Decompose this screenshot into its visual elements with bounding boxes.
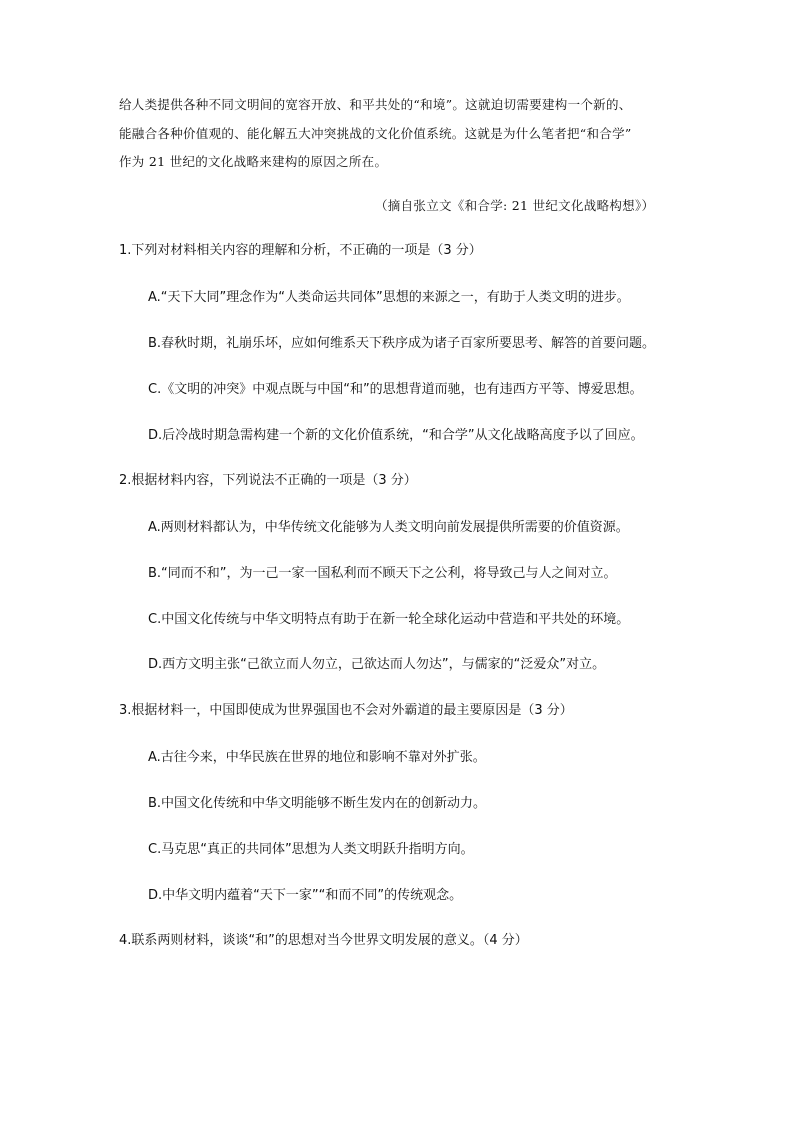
question-3-option-c: C.马克思“真正的共同体”思想为人类文明跃升指明方向。 bbox=[148, 842, 474, 857]
question-2-option-a: A.两则材料都认为，中华传统文化能够为人类文明向前发展提供所需要的价值资源。 bbox=[148, 520, 629, 535]
question-1-option-a: A.“天下大同”理念作为“人类命运共同体”思想的来源之一，有助于人类文明的进步。 bbox=[148, 290, 630, 305]
question-2-stem: 2.根据材料内容，下列说法不正确的一项是（3 分） bbox=[119, 473, 417, 488]
question-3-option-d: D.中华文明内蕴着“天下一家”“和而不同”的传统观念。 bbox=[148, 888, 463, 903]
passage-line: 给人类提供各种不同文明间的宽容开放、和平共处的“和境”。这就迫切需要建构一个新的、 bbox=[119, 97, 632, 112]
question-1-stem: 1.下列对材料相关内容的理解和分析，不正确的一项是（3 分） bbox=[119, 243, 482, 258]
question-4-stem: 4.联系两则材料，谈谈“和”的思想对当今世界文明发展的意义。（4 分） bbox=[119, 933, 528, 948]
question-1-option-d: D.后冷战时期急需构建一个新的文化价值系统，“和合学”从文化战略高度予以了回应。 bbox=[148, 428, 644, 443]
passage-line: 能融合各种价值观的、能化解五大冲突挑战的文化价值系统。这就是为什么笔者把“和合学” bbox=[119, 126, 632, 141]
question-3-option-a: A.古往今来，中华民族在世界的地位和影响不靠对外扩张。 bbox=[148, 750, 486, 765]
question-3-stem: 3.根据材料一，中国即使成为世界强国也不会对外霸道的最主要原因是（3 分） bbox=[119, 703, 573, 718]
question-1-option-c: C.《文明的冲突》中观点既与中国“和”的思想背道而驰，也有违西方平等、博爱思想。 bbox=[148, 382, 643, 397]
passage-source: （摘自张立文《和合学: 21 世纪文化战略构想》） bbox=[375, 198, 655, 213]
passage-line: 作为 21 世纪的文化战略来建构的原因之所在。 bbox=[119, 154, 388, 169]
question-1-option-b: B.春秋时期，礼崩乐坏，应如何维系天下秩序成为诸子百家所要思考、解答的首要问题。 bbox=[148, 336, 656, 351]
question-3-option-b: B.中国文化传统和中华文明能够不断生发内在的创新动力。 bbox=[148, 796, 487, 811]
question-2-option-b: B.“同而不和”，为一己一家一国私利而不顾天下之公利，将导致己与人之间对立。 bbox=[148, 566, 617, 581]
question-2-option-c: C.中国文化传统与中华文明特点有助于在新一轮全球化运动中营造和平共处的环境。 bbox=[148, 612, 630, 627]
question-2-option-d: D.西方文明主张“己欲立而人勿立，己欲达而人勿达”，与儒家的“泛爱众”对立。 bbox=[148, 657, 606, 672]
